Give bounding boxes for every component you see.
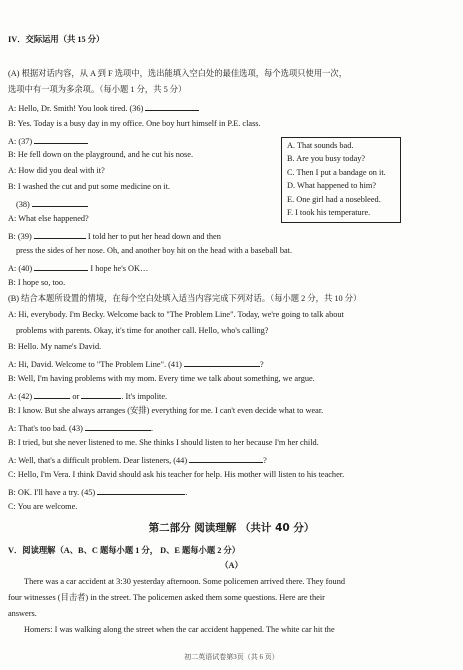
part-two-heading: 第二部分 阅读理解 （共计 40 分） bbox=[148, 522, 315, 534]
option-c: C. Then I put a bandage on it. bbox=[287, 168, 386, 177]
page-footer: 初二英语试卷第3页（共 6 页） bbox=[184, 653, 279, 661]
option-e: E. One girl had a nosebleed. bbox=[287, 195, 381, 204]
section-five-title: V．阅读理解（A、B、C 题每小题 1 分， D、E 题每小题 2 分） bbox=[8, 546, 241, 555]
passage-line: four witnesses (目击者) in the street. The policemen asked them some questions. Here are their bbox=[8, 593, 325, 602]
dialogue-line: B: I tried, but she never listened to me. She thinks I should listen to her because I'm her child. bbox=[8, 438, 319, 447]
answer-blank-38[interactable] bbox=[32, 198, 88, 207]
dialogue-line: A: (37) bbox=[8, 135, 88, 147]
dialogue-line: B: Well, I'm having problems with my mom. Every time we talk about something, we argue. bbox=[8, 374, 315, 383]
dialogue-line: press the sides of her nose. Oh, and another boy hit on the head with a baseball bat. bbox=[16, 246, 293, 255]
dialogue-line: B: (39) I told her to put her head down and then bbox=[8, 232, 221, 241]
dialogue-line: problems with parents. Okay, it's time for another call. Hello, who's calling? bbox=[16, 326, 269, 335]
dialogue-line: A: What else happened? bbox=[8, 214, 89, 223]
passage-label: （A） bbox=[220, 561, 243, 570]
dialogue-line: A: (40) I hope he's OK… bbox=[8, 264, 149, 273]
answer-blank-45[interactable] bbox=[97, 486, 185, 495]
dialogue-line: A: Hi, everybody. I'm Becky. Welcome back to "The Problem Line". Today, we're going to talk about bbox=[8, 310, 344, 319]
dialogue-line: A: (42) or . It's impolite. bbox=[8, 392, 168, 401]
section-title: IV．交际运用（共 15 分） bbox=[8, 35, 105, 44]
dialogue-line: C: Hello, I'm Vera. I think David should ask his teacher for help. His mother will listen to his teacher. bbox=[8, 470, 345, 479]
answer-blank-37[interactable] bbox=[34, 135, 88, 144]
answer-blank-43[interactable] bbox=[85, 422, 151, 431]
dialogue-line: A: Hi, David. Welcome to "The Problem Line". (41) ? bbox=[8, 360, 264, 369]
dialogue-line: B: OK. I'll have a try. (45) . bbox=[8, 488, 188, 497]
dialogue-line: B: Hello. My name's David. bbox=[8, 342, 102, 351]
passage-line: There was a car accident at 3:30 yesterday afternoon. Some policemen arrived there. They found bbox=[24, 577, 345, 586]
answer-blank-41[interactable] bbox=[184, 358, 260, 367]
answer-blank-42b[interactable] bbox=[81, 390, 121, 399]
answer-blank-36[interactable] bbox=[145, 102, 199, 111]
part-a-instruction-2: 选项中有一项为多余项。（每小题 1 分，共 5 分） bbox=[8, 85, 187, 94]
dialogue-line: A: Hello, Dr. Smith! You look tired. (36) bbox=[8, 102, 199, 114]
options-box bbox=[281, 137, 401, 223]
answer-blank-40[interactable] bbox=[34, 262, 88, 271]
option-a: A. That sounds bad. bbox=[287, 141, 354, 150]
dialogue-line: A: How did you deal with it? bbox=[8, 166, 105, 175]
part-b-instruction: (B) 结合本题所设置的情境，在每个空白处填入适当内容完成下列对话。（每小题 2 分，共 10 分） bbox=[8, 294, 362, 303]
dialogue-line: B: I washed the cut and put some medicine on it. bbox=[8, 182, 170, 191]
dialogue-line: B: He fell down on the playground, and he cut his nose. bbox=[8, 150, 194, 159]
option-f: F. I took his temperature. bbox=[287, 208, 371, 217]
dialogue-line: B: I know. But she always arranges (安排) everything for me. I can't even decide what to wear. bbox=[8, 406, 324, 415]
answer-blank-44[interactable] bbox=[189, 454, 263, 463]
option-d: D. What happened to him? bbox=[287, 181, 377, 190]
dialogue-line: C: You are welcome. bbox=[8, 502, 78, 511]
dialogue-line: B: I hope so, too. bbox=[8, 278, 66, 287]
dialogue-line: B: Yes. Today is a busy day in my office. One boy hurt himself in P.E. class. bbox=[8, 119, 261, 128]
dialogue-line: A: That's too bad. (43) . bbox=[8, 424, 154, 433]
passage-line: Homers: I was walking along the street when the car accident happened. The white car hit the bbox=[24, 625, 335, 634]
dialogue-line: A: Well, that's a difficult problem. Dear listeners, (44) ? bbox=[8, 456, 267, 465]
dialogue-line: (38) bbox=[16, 198, 88, 210]
option-b: B. Are you busy today? bbox=[287, 154, 366, 163]
part-a-instruction-1: (A) 根据对话内容，从 A 到 F 选项中，选出能填入空白处的最佳选项，每个选项只使用一次， bbox=[8, 69, 348, 78]
answer-blank-39[interactable] bbox=[34, 230, 86, 239]
answer-blank-42a[interactable] bbox=[34, 390, 70, 399]
passage-line: answers. bbox=[8, 609, 37, 618]
